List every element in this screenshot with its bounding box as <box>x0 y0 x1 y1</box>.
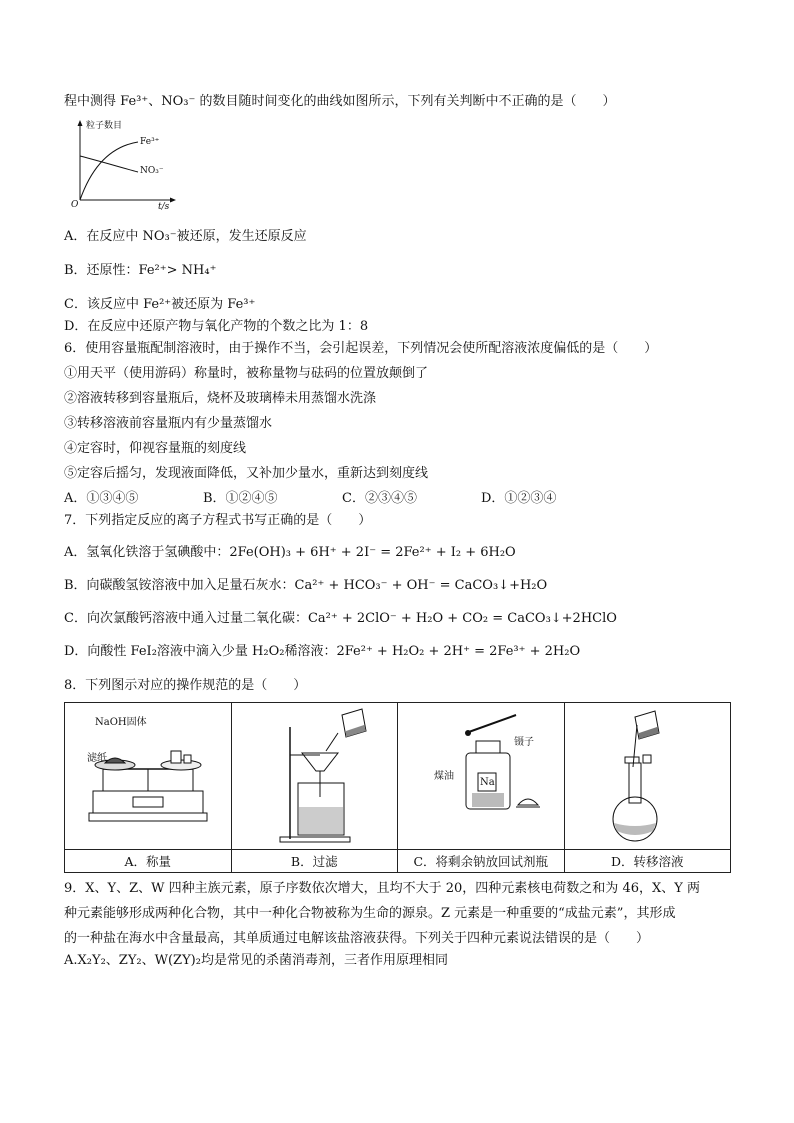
q6-stem: 6．使用容量瓶配制溶液时，由于操作不当，会引起误差，下列情况会使所配溶液浓度偏低的是（ ） <box>64 341 658 356</box>
q8-figure-table <box>64 702 731 873</box>
naoh-label: NaOH固体 <box>95 717 147 728</box>
q9-stem-line2: 种元素能够形成两种化合物，其中一种化合物被称为生命的源泉。Z 元素是一种重要的“成盐元素”，其形成 <box>64 906 676 921</box>
tweezers-label: 镊子 <box>514 737 534 748</box>
q7-option-d: D．向酸性 FeI₂溶液中滴入少量 H₂O₂稀溶液：2Fe²⁺ + H₂O₂ + 2H⁺ = 2Fe³⁺ + 2H₂O <box>64 644 581 659</box>
q5-option-d: D．在反应中还原产物与氧化产物的个数之比为 1：8 <box>64 319 369 334</box>
filter-paper-label: 滤纸 <box>87 753 107 764</box>
volumetric-flask-icon <box>573 707 723 847</box>
q6-option-b: B．①②④⑤ <box>203 491 278 506</box>
q8-caption-c: C．将剩余钠放回试剂瓶 <box>398 850 565 873</box>
q9-stem-line3: 的一种盐在海水中含量最高，其单质通过电解该盐溶液获得。下列关于四种元素说法错误的是（ ） <box>64 931 650 946</box>
q5-option-c: C．该反应中 Fe²⁺被还原为 Fe³⁺ <box>64 297 256 312</box>
q7-option-c: C．向次氯酸钙溶液中通入过量二氧化碳：Ca²⁺ + 2ClO⁻ + H₂O + CO₂ = CaCO₃↓+2HClO <box>64 611 617 626</box>
q6-option-a: A．①③④⑤ <box>64 491 139 506</box>
q7-option-b: B．向碳酸氢铵溶液中加入足量石灰水：Ca²⁺ + HCO₃⁻ + OH⁻ = CaCO₃↓+H₂O <box>64 578 548 593</box>
q6-item: ④定容时，仰视容量瓶的刻度线 <box>64 441 247 456</box>
q8-figure-c <box>398 703 565 850</box>
q7-option-a: A．氢氧化铁溶于氢碘酸中：2Fe(OH)₃ + 6H⁺ + 2I⁻ = 2Fe²⁺ + I₂ + 6H₂O <box>64 545 516 560</box>
fe3-curve <box>80 142 138 200</box>
kerosene-label: 煤油 <box>434 771 454 782</box>
q5-option-b: B．还原性：Fe²⁺> NH₄⁺ <box>64 263 217 278</box>
balance-icon <box>73 721 223 841</box>
graph-no3-label: NO₃⁻ <box>140 166 164 176</box>
q6-options <box>64 489 736 509</box>
no3-curve <box>80 156 138 172</box>
filtration-icon <box>240 707 390 847</box>
q8-figure-a <box>65 703 232 850</box>
graph-origin: O <box>71 200 79 210</box>
q8-figure-b <box>231 703 398 850</box>
q6-option-d: D．①②③④ <box>481 491 557 506</box>
document-page <box>64 92 736 971</box>
q8-caption-a: A．称量 <box>65 850 232 873</box>
q6-item: ②溶液转移到容量瓶后，烧杯及玻璃棒未用蒸馏水洗涤 <box>64 391 377 406</box>
graph-xlabel: t/s <box>158 202 170 212</box>
sodium-label: Na <box>480 777 495 788</box>
q6-item: ⑤定容后摇匀，发现液面降低，又补加少量水，重新达到刻度线 <box>64 466 429 481</box>
q8-caption-b: B．过滤 <box>231 850 398 873</box>
question-5-intro: 程中测得 Fe³⁺、NO₃⁻ 的数目随时间变化的曲线如图所示，下列有关判断中不正确的是（ ） <box>64 94 616 109</box>
graph-fe3-label: Fe³⁺ <box>140 137 160 147</box>
q7-stem: 7．下列指定反应的离子方程式书写正确的是（ ） <box>64 513 372 528</box>
q6-item: ③转移溶液前容量瓶内有少量蒸馏水 <box>64 416 273 431</box>
q9-stem-line1: 9．X、Y、Z、W 四种主族元素，原子序数依次增大，且均不大于 20，四种元素核电荷数之和为 46，X、Y 两 <box>64 881 700 896</box>
q9-option-a: A.X₂Y₂、ZY₂、W(ZY)₂均是常见的杀菌消毒剂，三者作用原理相同 <box>64 953 448 968</box>
q6-item: ①用天平（使用游码）称量时，被称量物与砝码的位置放颠倒了 <box>64 366 429 381</box>
ion-count-graph <box>68 118 178 213</box>
q8-figure-d <box>564 703 731 850</box>
q6-option-c: C．②③④⑤ <box>342 491 417 506</box>
graph-ylabel: 粒子数目 <box>86 121 123 131</box>
q5-option-a: A．在反应中 NO₃⁻被还原，发生还原反应 <box>64 229 307 244</box>
q8-caption-d: D．转移溶液 <box>564 850 731 873</box>
sodium-bottle-icon <box>406 713 556 833</box>
q8-stem: 8．下列图示对应的操作规范的是（ ） <box>64 678 307 693</box>
